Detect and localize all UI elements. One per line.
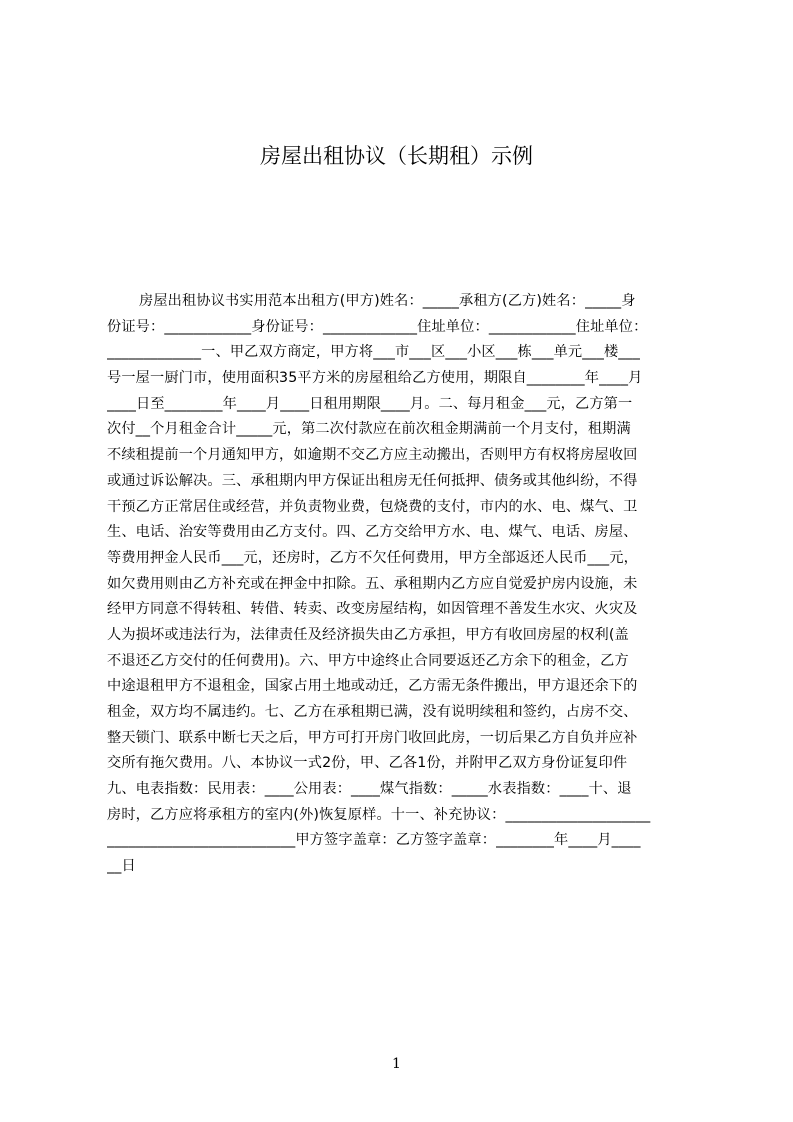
body-line: 如欠费用则由乙方补充或在押金中扣除。五、承租期内乙方应自觉爱护房内设施，未	[107, 575, 638, 592]
agreement-body	[107, 289, 697, 909]
body-line: __________________________甲方签字盖章：乙方签字盖章：________年____月____	[107, 832, 641, 849]
body-line: 或通过诉讼解决。三、承租期内甲方保证出租房无任何抵押、债务或其他纠纷，不得	[107, 472, 638, 489]
body-line: 号一屋一厨门市，使用面积35平方米的房屋租给乙方使用，期限自________年____月	[107, 370, 643, 387]
body-line: 等费用押金人民币___元，还房时，乙方不欠任何费用，甲方全部返还人民币___元，	[107, 549, 638, 566]
body-line: 生、电话、治安等费用由乙方支付。四、乙方交给甲方水、电、煤气、电话、房屋、	[107, 524, 638, 541]
body-line: 人为损坏或违法行为，法律责任及经济损失由乙方承担，甲方有收回房屋的权利(盖	[107, 626, 629, 643]
body-line: 不续租提前一个月通知甲方，如逾期不交乙方应主动搬出，否则甲方有权将房屋收回	[107, 447, 638, 464]
body-line: _____________一、甲乙双方商定，甲方将___市___区___小区___栋___单元___楼___	[107, 344, 641, 361]
body-line: 租金，双方均不属违约。七、乙方在承租期已满，没有说明续租和签约，占房不交、	[107, 704, 638, 720]
body-line: __日	[107, 858, 136, 875]
body-line: 交所有拖欠费用。八、本协议一式2份，甲、乙各1份，并附甲乙双方身份证复印件	[107, 755, 628, 772]
body-line: 中途退租甲方不退租金，国家占用土地或动迁，乙方需无条件搬出，甲方退还余下的	[107, 678, 638, 695]
body-line: 九、电表指数：民用表：____公用表：____煤气指数：_____水表指数：____十、退	[107, 781, 632, 798]
body-line: 经甲方同意不得转租、转借、转卖、改变房屋结构，如因管理不善发生水灾、火灾及	[107, 601, 638, 618]
body-line: 整天锁门、联系中断七天之后，甲方可打开房门收回此房，一切后果乙方自负并应补	[107, 729, 638, 746]
body-line: 不退还乙方交付的任何费用)。六、甲方中途终止合同要返还乙方余下的租金，乙方	[107, 652, 629, 669]
body-line: 次付__个月租金合计_____元，第二次付款应在前次租金期满前一个月支付，租期满	[107, 421, 631, 438]
page-number: 1	[392, 1056, 401, 1072]
body-line: 份证号：____________身份证号：_____________住址单位：____________住址单位：	[107, 318, 648, 335]
body-line: ____日至________年____月____日租用期限____月。二、每月租金___元，乙方第一	[107, 395, 633, 412]
body-line: 房时，乙方应将承租方的室内(外)恢复原样。十一、补充协议：____________________	[107, 806, 651, 823]
body-line: 房屋出租协议书实用范本出租方(甲方)姓名：_____承租方(乙方)姓名：_____身	[139, 293, 636, 309]
document-title: 房屋出租协议（长期租）示例	[260, 144, 533, 168]
body-line: 干预乙方正常居住或经营，并负责物业费，包烧费的支付，市内的水、电、煤气、卫	[107, 498, 638, 515]
